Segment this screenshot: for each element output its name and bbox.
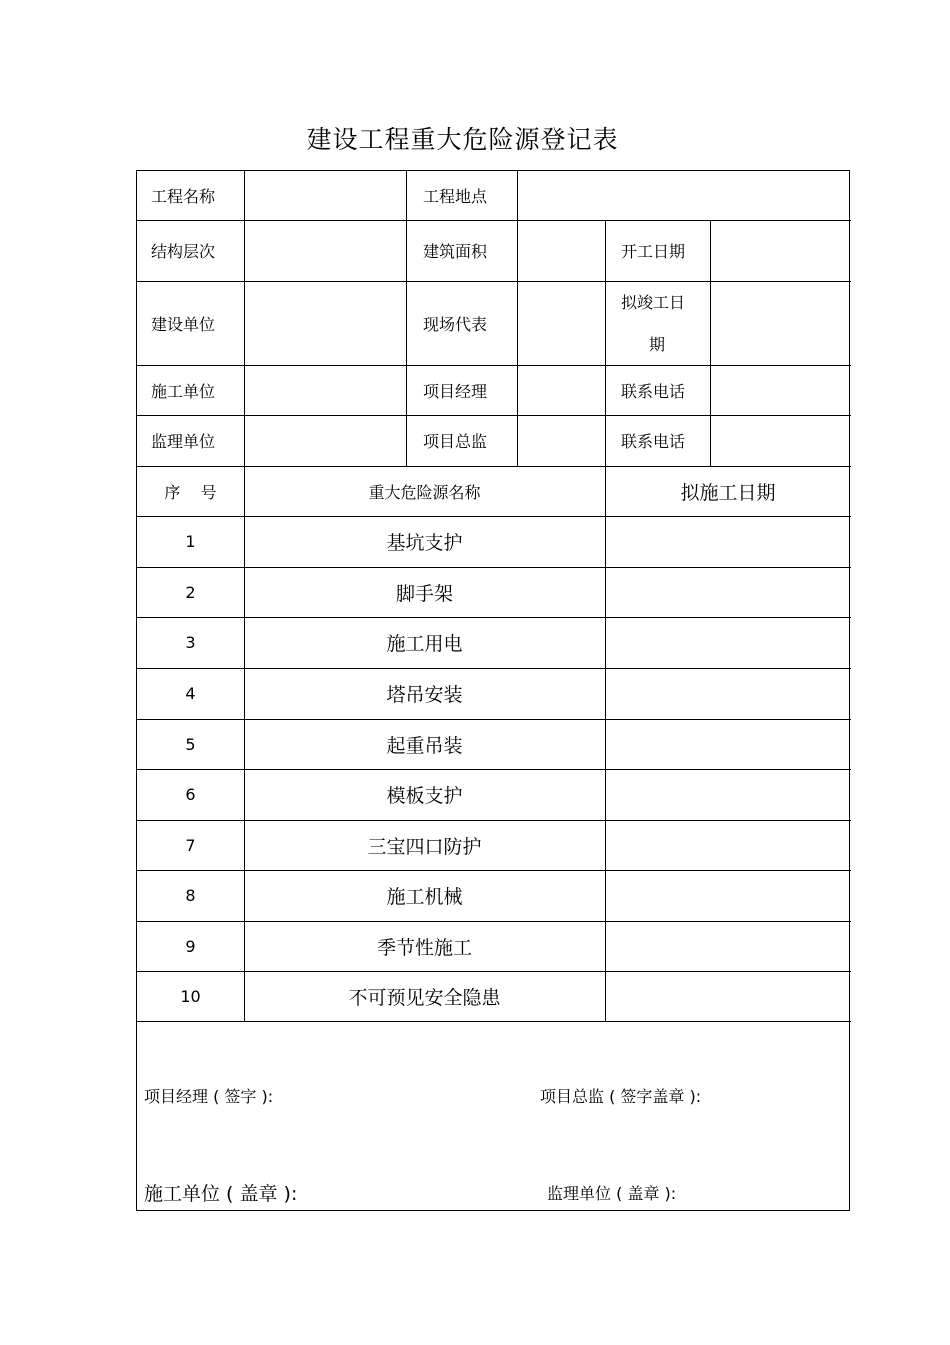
label-planned-completion-cont: 期 <box>649 335 666 354</box>
row-divider <box>137 1021 851 1022</box>
col-divider <box>517 171 518 466</box>
register-form <box>136 170 850 1211</box>
row-number: 8 <box>185 886 196 905</box>
label-contractor: 施工单位 <box>151 381 216 401</box>
header-planned-date: 拟施工日期 <box>680 481 776 504</box>
row-number: 9 <box>185 936 196 956</box>
row-number: 5 <box>185 734 196 754</box>
label-project-location: 工程地点 <box>423 187 488 206</box>
pm-signature-label: 项目经理 ( 签字 ): <box>144 1087 274 1106</box>
label-planned-completion: 拟竣工日 <box>621 293 686 312</box>
col-divider <box>710 220 711 466</box>
label-building-area: 建筑面积 <box>423 242 488 261</box>
hazard-name: 塔吊安装 <box>386 684 463 706</box>
row-number: 1 <box>185 532 196 551</box>
header-seq: 序 号 <box>164 482 217 502</box>
hazard-name: 三宝四口防护 <box>367 835 482 858</box>
label-phone: 联系电话 <box>621 381 686 401</box>
row-number: 4 <box>185 684 196 703</box>
hazard-name: 施工机械 <box>386 886 463 908</box>
label-phone: 联系电话 <box>621 432 686 451</box>
row-number: 6 <box>185 785 196 804</box>
hazard-name: 起重吊装 <box>386 734 463 757</box>
col-divider <box>605 220 606 1021</box>
label-project-manager: 项目经理 <box>423 381 488 401</box>
col-divider <box>406 171 407 466</box>
page-title: 建设工程重大危险源登记表 <box>306 125 619 154</box>
chief-signature-label: 项目总监 ( 签字盖章 ): <box>540 1087 702 1106</box>
label-start-date: 开工日期 <box>621 242 686 261</box>
row-number: 10 <box>180 986 201 1006</box>
hazard-name: 施工用电 <box>386 633 463 655</box>
header-hazard-name: 重大危险源名称 <box>368 482 481 502</box>
label-project-name: 工程名称 <box>151 187 216 206</box>
label-structure-floors: 结构层次 <box>151 242 216 261</box>
hazard-name: 脚手架 <box>395 582 453 605</box>
label-supervision-unit: 监理单位 <box>151 432 216 451</box>
label-chief-supervisor: 项目总监 <box>423 432 488 451</box>
row-number: 7 <box>185 835 196 855</box>
hazard-name: 模板支护 <box>386 785 463 807</box>
label-site-representative: 现场代表 <box>423 314 488 334</box>
row-number: 3 <box>185 633 196 652</box>
supervisor-seal-label: 监理单位 ( 盖章 ): <box>547 1184 677 1203</box>
hazard-name: 不可预见安全隐患 <box>348 986 501 1009</box>
hazard-name: 基坑支护 <box>386 532 463 554</box>
hazard-name: 季节性施工 <box>376 936 472 959</box>
row-number: 2 <box>185 582 196 602</box>
contractor-seal-label: 施工单位 ( 盖章 ): <box>144 1183 298 1205</box>
label-construction-owner: 建设单位 <box>151 314 216 334</box>
